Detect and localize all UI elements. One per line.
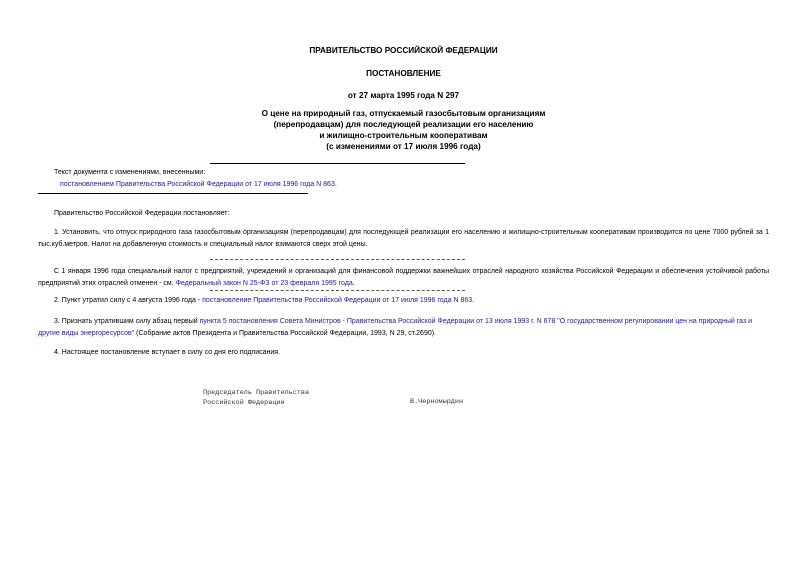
divider-line: [210, 163, 465, 164]
item-1: 1. Установить, что отпуск природного газа газосбытовым организациям (перепродавцам) для последующей реализации его населению и жилищно-строительным кооперативам производится по цене 7000 рублей за 1 тыс.куб.метров. Налог на добавленную стоимость и специальный налог взимаются сверх этой цены.: [38, 229, 769, 248]
document-date-number: от 27 марта 1995 года N 297: [347, 91, 460, 100]
changes-note-intro: Текст документа с изменениями, внесенными:: [54, 169, 206, 176]
document-title: [0, 108, 807, 152]
note-text: С 1 января 1996 года специальный налог с предприятий, учреждений и организаций для финансовой поддержки важнейших отраслей народного хозяйства Российской Федерации и обеспечения устойчивой работы предприятий этих отраслей отменен - см.: [38, 268, 769, 287]
item-4: 4. Настоящее постановление вступает в силу со дня его подписания.: [54, 349, 281, 356]
item-2-text: 2. Пункт утратил силу с 4 августа 1996 года -: [54, 297, 203, 304]
signature-position-line: Председатель Правительства: [203, 389, 310, 397]
federal-law-link[interactable]: Федеральный закон N 25-ФЗ от 23 февраля 1995 года: [175, 280, 353, 287]
divider-line: [38, 193, 308, 194]
changes-tail: .: [334, 181, 337, 188]
item-2-tail: .: [472, 297, 475, 304]
item-3-link-title[interactable]: "О государственном регулировании цен на природный газ и другие виды энергоресурсов": [38, 318, 753, 337]
preamble: Правительство Российской Федерации постановляет:: [54, 210, 230, 217]
item-2-link[interactable]: постановление Правительства Российской Федерации от 17 июля 1996 года N 863: [202, 297, 473, 304]
changes-note: [54, 167, 337, 191]
item-3: [38, 316, 769, 340]
note-tail: .: [352, 280, 355, 287]
item-3-link-decree[interactable]: пункта 5 постановления Совета Министров - Правительства Российской Федерации от 13 июля 1993 г. N 678: [199, 318, 556, 325]
note-paragraph: [38, 266, 769, 290]
title-line: и жилищно-строительным кооперативам: [319, 131, 488, 140]
note-divider: [210, 259, 465, 260]
title-line: (с изменениями от 17 июля 1996 года): [326, 142, 481, 151]
changes-link[interactable]: постановлением Правительства Российской Федерации от 17 июля 1996 года N 863: [60, 181, 335, 188]
government-heading: ПРАВИТЕЛЬСТВО РОССИЙСКОЙ ФЕДЕРАЦИИ: [309, 46, 498, 55]
note-divider: [210, 290, 465, 291]
title-line: (перепродавцам) для последующей реализации его населению: [273, 120, 534, 129]
document-type: ПОСТАНОВЛЕНИЕ: [366, 69, 441, 78]
item-3-text: 3. Признать утратившим силу абзац первый: [54, 318, 200, 325]
item-3-tail: (Собрание актов Президента и Правительства Российской Федерации, 1993, N 29, ст.2690).: [134, 330, 437, 337]
signature-name: В.Черномырдин: [410, 398, 464, 406]
title-line: О цене на природный газ, отпускаемый газосбытовым организациям: [261, 109, 546, 118]
signature-position: [203, 388, 309, 408]
signature-position-line: Российской Федерации: [203, 399, 285, 407]
item-2: [38, 295, 769, 307]
